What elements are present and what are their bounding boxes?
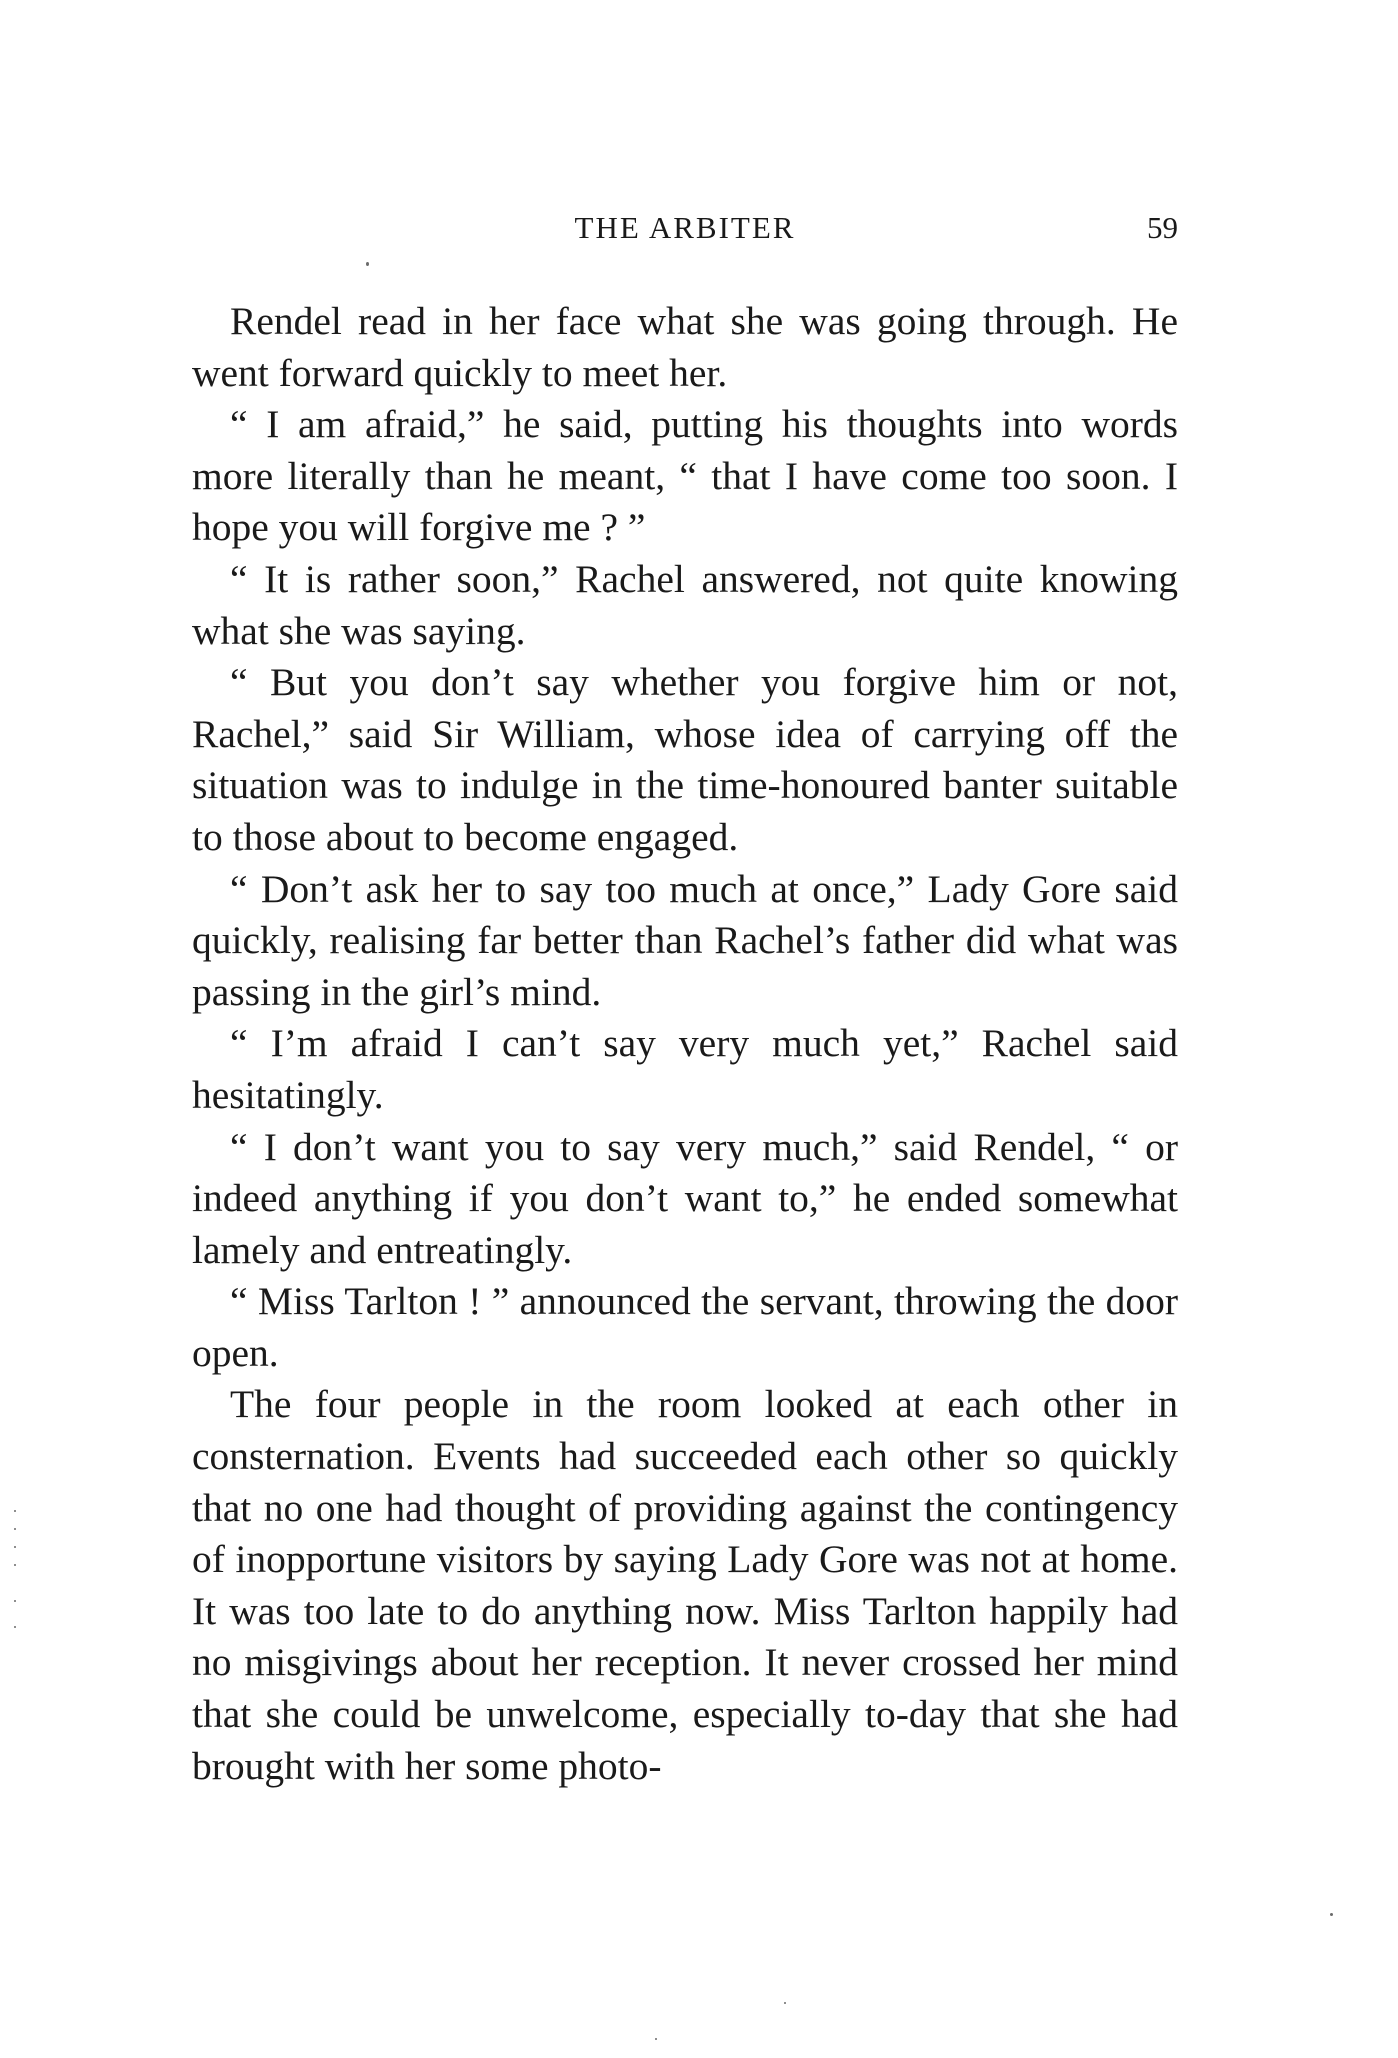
paragraph: Rendel read in her face what she was going through. He went forward quickly to meet her. [192, 299, 1178, 395]
paragraph: “ I am afraid,” he said, putting his thoughts into words more literally than he meant, “ that I have come too soon. I hope you will forgive me ? ” [192, 402, 1178, 550]
paragraph: “ It is rather soon,” Rachel answered, not quite knowing what she was saying. [192, 556, 1178, 653]
margin-dot [14, 1626, 16, 1628]
scan-speck [784, 2002, 786, 2004]
margin-dot [14, 1510, 16, 1512]
scan-speck [1330, 1913, 1333, 1916]
paragraph: “ I’m afraid I can’t say very much yet,” Rachel said hesitatingly. [192, 1021, 1178, 1117]
scan-speck [655, 2038, 657, 2040]
running-head [192, 210, 1178, 254]
margin-dot [14, 1546, 16, 1548]
scan-speck [366, 262, 369, 266]
running-title: THE ARBITER [574, 210, 796, 245]
page-number: 59 [1147, 210, 1178, 245]
body-text [192, 296, 1178, 1792]
paragraph: “ I don’t want you to say very much,” said Rendel, “ or indeed anything if you don’t want to,” he ended somewhat lamely and entreatingly. [192, 1124, 1178, 1272]
paragraph: “ Don’t ask her to say too much at once,” Lady Gore said quickly, realising far better than Rachel’s father did what was passing in the girl’s mind. [192, 866, 1178, 1014]
paragraph: “ But you don’t say whether you forgive him or not, Rachel,” said Sir William, whose idea of carrying off the situation was to indulge in the time-honoured banter suitable to those about to become engaged. [192, 660, 1178, 859]
margin-dot [14, 1600, 16, 1602]
margin-dot [14, 1528, 16, 1530]
margin-dot [14, 1564, 16, 1566]
paragraph: The four people in the room looked at each other in consternation. Events had succeeded each other so quickly that no one had thought of providing against the contingency of inopportune visitors by saying Lady Gore was not at home. It was too late to do anything now. Miss Tarlton happily had no misgivings about her reception. It never crossed her mind that she could be unwelcome, especially to-day that she had brought with her some photo- [192, 1382, 1178, 1788]
paragraph: “ Miss Tarlton ! ” announced the servant, throwing the door open. [192, 1279, 1178, 1375]
